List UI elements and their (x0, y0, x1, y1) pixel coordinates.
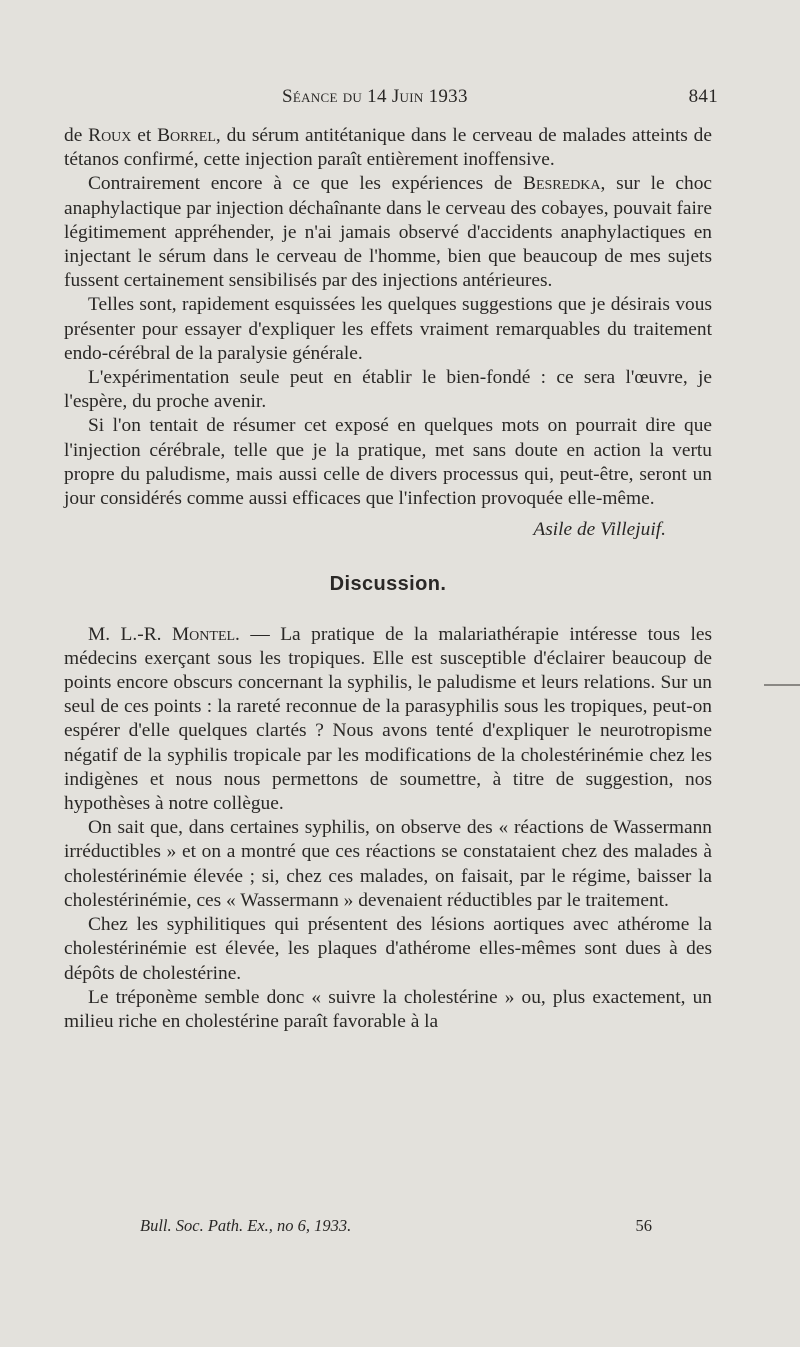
paragraph (64, 623, 712, 817)
text-run: , sur le choc anaphylactique par injection déchaînante dans le cerveau des cobayes, pouvait faire légitimement appréhender, je n'ai jamais observé d'accidents anaphylactiques en injectant le sérum dans le cerveau de l'homme, bien que beaucoup de mes sujets fussent certainement sensibilisés par des injections antérieures. (64, 173, 712, 292)
text-run: et (131, 125, 158, 146)
author-name-roux: Roux (88, 125, 132, 146)
paragraph: L'expérimentation seule peut en établir le bien-fondé : ce sera l'œuvre, je l'espère, du proche avenir. (64, 367, 712, 413)
paragraph: Si l'on tentait de résumer cet exposé en quelques mots on pourrait dire que l'injection cérébrale, telle que je la pratique, met sans doute en action la vertu propre du paludisme, mais aussi celle de divers processus qui, peut-être, seront un jour considérés comme aussi efficaces que l'infection provoquée elle-même. (64, 415, 712, 510)
paragraph-continued (64, 124, 712, 172)
paragraph: Telles sont, rapidement esquissées les quelques suggestions que je désirais vous présenter pour essayer d'expliquer les effets vraiment remarquables du traitement endo-cérébral de la paralysie générale. (64, 294, 712, 364)
journal-citation: Bull. Soc. Path. Ex., no 6, 1933. (140, 1216, 352, 1235)
speaker-name: M. L.-R. Montel. (88, 623, 240, 645)
running-title: Séance du 14 Juin 1933 (282, 86, 468, 107)
author-name-besredka: Besredka (523, 173, 601, 195)
text-run: , du sérum antitétanique dans le cerveau de malades atteints de tétanos confirmé, cette injection paraît entièrement inoffensive. (64, 125, 712, 171)
page-number: 841 (688, 86, 718, 107)
paragraph (64, 172, 712, 293)
article-body (64, 124, 712, 1034)
section-heading: Discussion. (329, 573, 447, 596)
text-run: — La pratique de la malariathérapie intéresse tous les médecins exerçant sous les tropiques. Elle est susceptible d'éclairer beaucoup de points encore obscurs concernant la syphilis, le paludisme et leurs relations. Sur un seul de ces points : la rareté reconnue de la parasyphilis sous les tropiques, peut-on espérer d'elle quelques clartés ? Nous avons tenté d'expliquer le neurotropisme négatif de la syphilis tropicale par les modifications de la cholestérinémie chez les indigènes et nous nous permettons de soumettre, à titre de suggestion, nos hypothèses à notre collègue. (64, 623, 712, 815)
paragraph: Le tréponème semble donc « suivre la cholestérine » ou, plus exactement, un milieu riche en cholestérine paraît favorable à la (64, 986, 712, 1032)
page-footer (140, 1216, 660, 1242)
paragraph: On sait que, dans certaines syphilis, on observe des « réactions de Wassermann irréductibles » et on a montré que ces réactions se constataient chez des malades à cholestérinémie élevée ; si, chez ces malades, on faisait, par le régime, baisser la cholestérinémie, ces « Wassermann » devenaient réductibles par le traitement. (64, 817, 712, 911)
scan-edge-mark (764, 684, 800, 686)
text-run: Contrairement encore à ce que les expériences de (88, 173, 524, 195)
institution-signature: Asile de Villejuif. (533, 519, 666, 541)
text-run: de (64, 125, 89, 146)
running-header (62, 86, 718, 118)
paragraph: Chez les syphilitiques qui présentent des lésions aortiques avec athérome la cholestérinémie est élevée, les plaques d'athérome elles-mêmes sont dues à des dépôts de cholestérine. (64, 914, 712, 984)
author-name-borrel: Borrel (157, 125, 216, 146)
sheet-number: 56 (635, 1216, 652, 1235)
